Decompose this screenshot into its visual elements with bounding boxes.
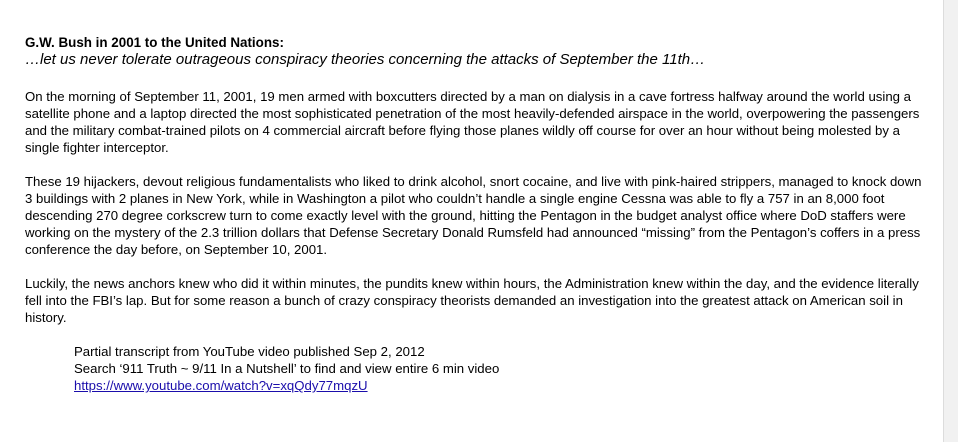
source-note xyxy=(74,343,930,394)
paragraph-3: Luckily, the news anchors knew who did it within minutes, the pundits knew within hours, the Administration knew within the day, and the evidence literally fell into the FBI’s lap. But for some reason a bunch of crazy conspiracy theorists demanded an investigation into the greatest attack on American soil in history. xyxy=(25,276,919,325)
document-content xyxy=(25,34,930,394)
source-note-line-1: Partial transcript from YouTube video published Sep 2, 2012 xyxy=(74,344,425,359)
paragraph-2: These 19 hijackers, devout religious fundamentalists who liked to drink alcohol, snort cocaine, and live with pink-haired strippers, managed to knock down 3 buildings with 2 planes in New York, while in Washington a pilot who couldn’t handle a single engine Cessna was able to fly a 757 in an 8,000 foot descending 270 degree corkscrew turn to come exactly level with the ground, hitting the Pentagon in the budget analyst office where DoD staffers were working on the mystery of the 2.3 trillion dollars that Defense Secretary Donald Rumsfeld had announced “missing” from the Pentagon’s coffers in a press conference the day before, on September 10, 2001. xyxy=(25,174,922,257)
vertical-scrollbar[interactable] xyxy=(943,0,958,442)
document-subheading: …let us never tolerate outrageous conspiracy theories concerning the attacks of September the 11th… xyxy=(25,51,706,68)
document-heading: G.W. Bush in 2001 to the United Nations: xyxy=(25,35,284,50)
youtube-link[interactable]: https://www.youtube.com/watch?v=xqQdy77mqzU xyxy=(74,378,368,393)
paragraph-1: On the morning of September 11, 2001, 19 men armed with boxcutters directed by a man on dialysis in a cave fortress halfway around the world using a satellite phone and a laptop directed the most sophisticated penetration of the most heavily-defended airspace in the world, overpowering the passengers and the military combat-trained pilots on 4 commercial aircraft before flying those planes wildly off course for over an hour without being molested by a single fighter interceptor. xyxy=(25,89,920,155)
source-note-line-2: Search ‘911 Truth ~ 9/11 In a Nutshell’ to find and view entire 6 min video xyxy=(74,361,500,376)
